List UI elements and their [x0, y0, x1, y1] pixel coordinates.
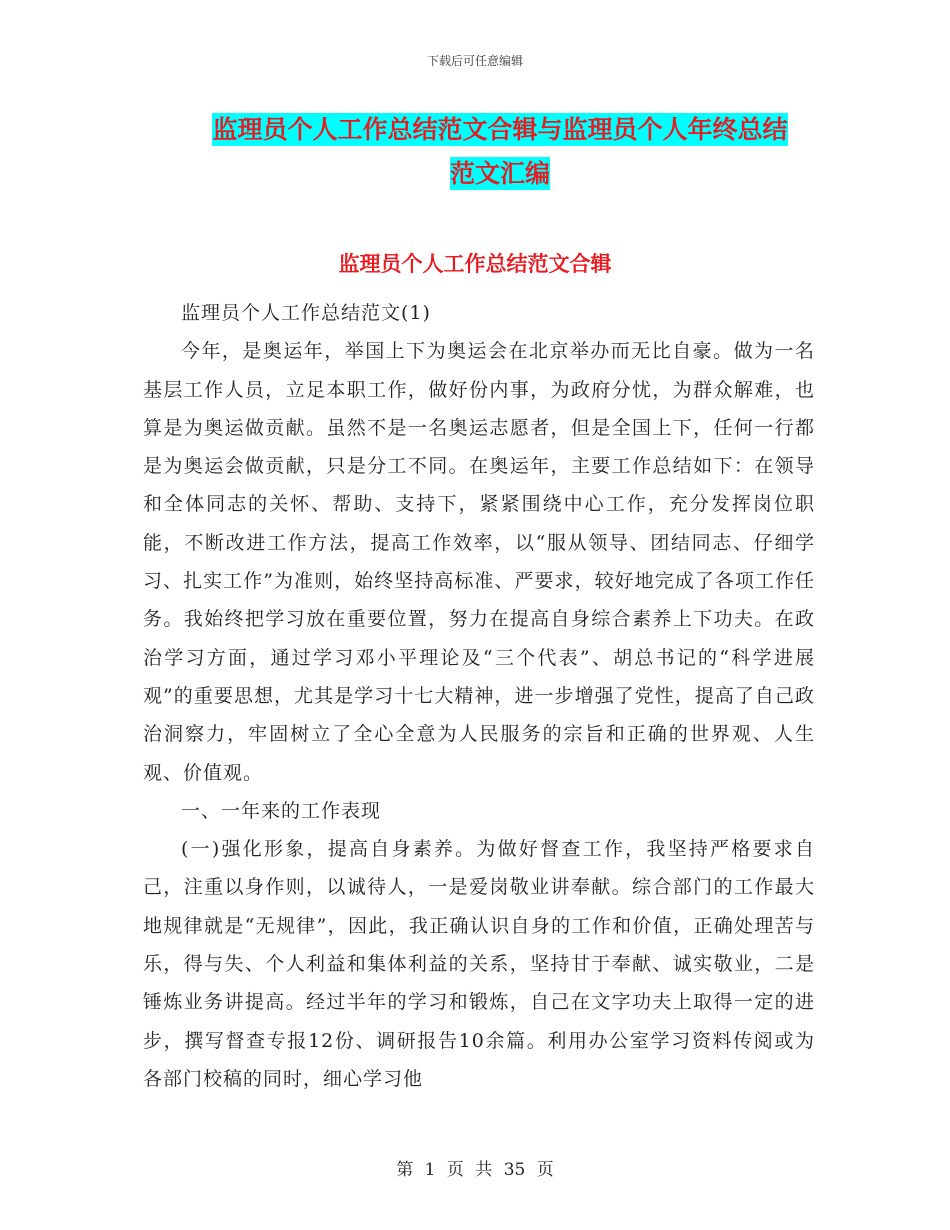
document-title — [190, 108, 810, 196]
page-number: 第 1 页 共 35 页 — [396, 1160, 554, 1180]
header-note: 下载后可任意编辑 — [426, 54, 523, 68]
body-paragraph: (一)强化形象，提高自身素养。为做好督查工作，我坚持严格要求自己，注重以身作则，以诚待人，一是爱岗敬业讲奉献。综合部门的工作最大地规律就是“无规律”，因此，我正确认识自身的工作和价值，正确处理苦与乐，得与失、个人利益和集体利益的关系，坚持甘于奉献、诚实敬业，二是锤炼业务讲提高。经过半年的学习和锻炼，自己在文字功夫上取得一定的进步，撰写督查专报12份、调研报告10余篇。利用办公室学习资料传阅或为各部门校稿的同时，细心学习他 — [143, 838, 815, 1090]
title-line-2: 范文汇编 — [449, 159, 550, 188]
subheading-paragraph: 一、一年来的工作表现 — [181, 799, 382, 822]
document-body — [143, 294, 815, 1098]
section-title: 监理员个人工作总结范文合辑 — [338, 252, 612, 276]
body-paragraph: 今年，是奥运年，举国上下为奥运会在北京举办而无比自豪。做为一名基层工作人员，立足本职工作，做好份内事，为政府分忧，为群众解难，也算是为奥运做贡献。虽然不是一名奥运志愿者，但是全国上下，任何一行都是为奥运会做贡献，只是分工不同。在奥运年，主要工作总结如下：在领导和全体同志的关怀、帮助、支持下，紧紧围绕中心工作，充分发挥岗位职能，不断改进工作方法，提高工作效率，以“服从领导、团结同志、仔细学习、扎实工作”为准则，始终坚持高标准、严要求，较好地完成了各项工作任务。我始终把学习放在重要位置，努力在提高自身综合素养上下功夫。在政治学习方面，通过学习邓小平理论及“三个代表”、胡总书记的“科学进展观”的重要思想，尤其是学习十七大精神，进一步增强了党性，提高了自己政治洞察力，牢固树立了全心全意为人民服务的宗旨和正确的世界观、人生观、价值观。 — [143, 340, 815, 784]
subheading-paragraph: 监理员个人工作总结范文(1) — [181, 302, 431, 324]
title-line-1: 监理员个人工作总结范文合辑与监理员个人年终总结 — [212, 115, 788, 144]
